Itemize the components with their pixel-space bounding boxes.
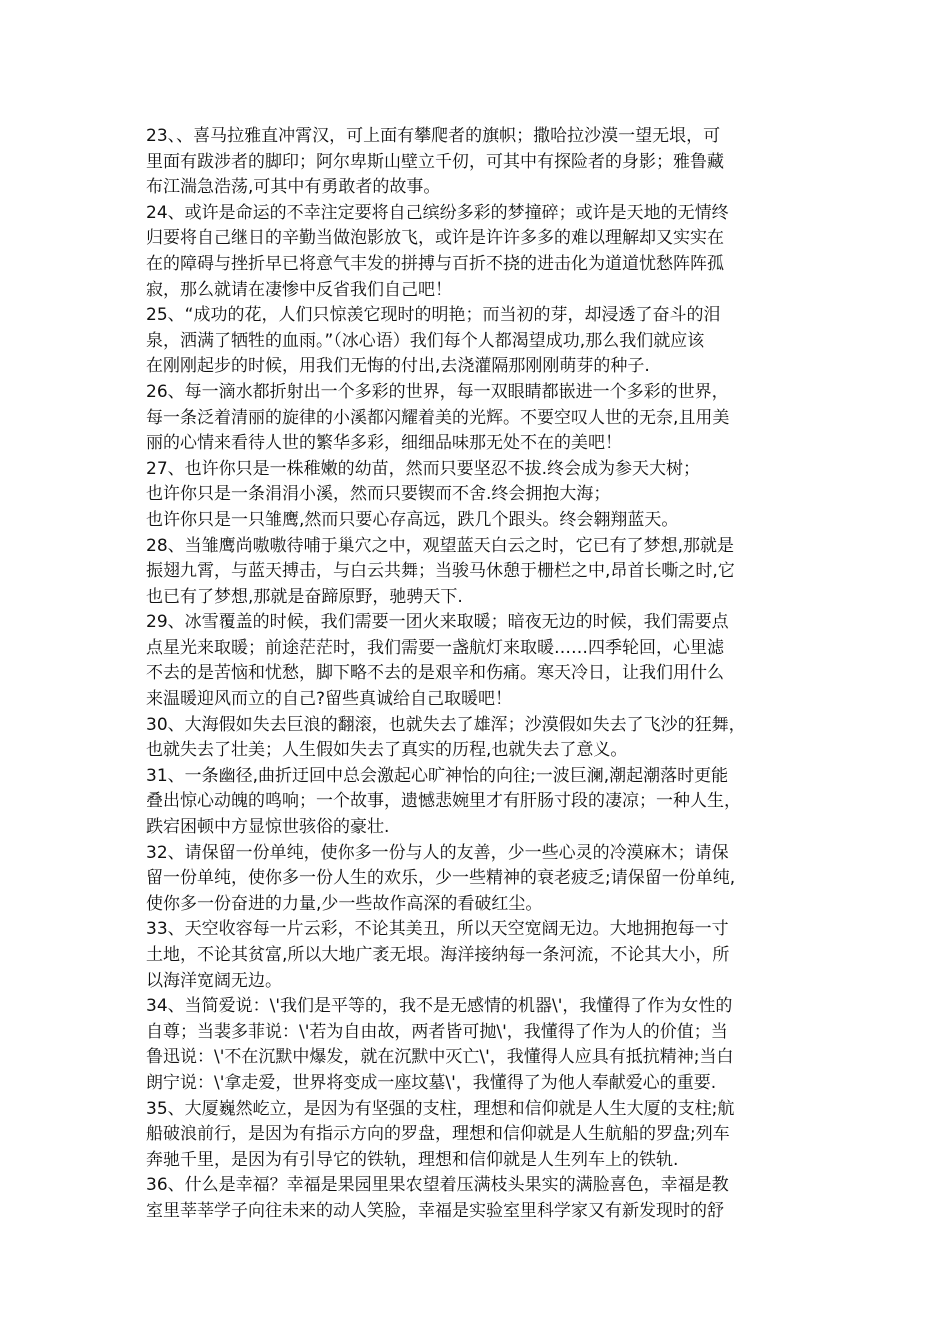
text-line: 点星光来取暖；前途茫茫时，我们需要一盏航灯来取暖……四季轮回，心里滤 (146, 637, 724, 658)
text-line: 24、或许是命运的不幸注定要将自己缤纷多彩的梦撞碎；或许是天地的无情终 (146, 202, 729, 223)
text-line: 叠出惊心动魄的鸣响；一个故事，遗憾悲婉里才有肝肠寸段的凄凉；一种人生， (146, 791, 741, 812)
text-line: 33、天空收容每一片云彩，不论其美丑，所以天空宽阔无边。大地拥抱每一寸 (146, 919, 729, 940)
text-line: 31、一条幽径,曲折迂回中总会激起心旷神怡的向往;一波巨澜,潮起潮落时更能 (146, 765, 729, 786)
text-line: 布江湍急浩荡,可其中有勇敢者的故事。 (146, 177, 441, 198)
text-line: 26、每一滴水都折射出一个多彩的世界，每一双眼睛都嵌进一个多彩的世界， (146, 381, 729, 402)
text-line: 28、当雏鹰尚嗷嗷待哺于巢穴之中，观望蓝天白云之时，它已有了梦想,那就是 (146, 535, 735, 556)
text-line: 船破浪前行，是因为有指示方向的罗盘，理想和信仰就是人生航船的罗盘;列车 (146, 1124, 730, 1145)
text-line: 29、冰雪覆盖的时候，我们需要一团火来取暖；暗夜无边的时候，我们需要点 (146, 612, 729, 633)
text-line: 奔驰千里，是因为有引导它的铁轨，理想和信仰就是人生列车上的铁轨. (146, 1149, 679, 1170)
text-line: 跌宕困顿中方显惊世骇俗的豪壮. (146, 817, 390, 838)
text-line: 朗宁说：\'拿走爱，世界将变成一座坟墓\'，我懂得了为他人奉献爱心的重要. (146, 1072, 717, 1093)
text-line: 自尊；当裴多菲说：\'若为自由故，两者皆可抛\'，我懂得了作为人的价值；当 (146, 1021, 728, 1042)
text-line: 每一条泛着清丽的旋律的小溪都闪耀着美的光辉。不要空叹人世的无奈,且用美 (146, 407, 730, 428)
text-line: 寂，那么就请在凄惨中反省我们自己吧！ (146, 279, 452, 300)
text-line: 泉，洒满了牺牲的血雨。”（冰心语）我们每个人都渴望成功,那么我们就应该 (146, 330, 705, 351)
text-line: 留一份单纯，使你多一份人生的欢乐，少一些精神的衰老疲乏;请保留一份单纯, (146, 868, 736, 889)
text-line: 34、当简爱说：\'我们是平等的，我不是无感情的机器\'，我懂得了作为女性的 (146, 996, 733, 1017)
text-line: 32、请保留一份单纯，使你多一份与人的友善，少一些心灵的冷漠麻木；请保 (146, 842, 729, 863)
text-line: 23、、喜马拉雅直冲霄汉，可上面有攀爬者的旗帜；撒哈拉沙漠一望无垠，可 (146, 126, 721, 146)
text-line: 也许你只是一只雏鹰,然而只要心存高远，跌几个跟头。终会翱翔蓝天。 (146, 509, 679, 530)
text-line: 在刚刚起步的时候，用我们无悔的付出,去浇灌隔那刚刚萌芽的种子. (146, 356, 650, 377)
text-line: 在的障碍与挫折早已将意气丰发的拼搏与百折不挠的进击化为道道忧愁阵阵孤 (146, 253, 724, 274)
text-line: 丽的心情来看待人世的繁华多彩，细细品味那无处不在的美吧！ (146, 433, 622, 454)
text-line: 35、大厦巍然屹立，是因为有坚强的支柱，理想和信仰就是人生大厦的支柱;航 (146, 1098, 735, 1119)
text-line: 不去的是苦恼和忧愁，脚下略不去的是艰辛和伤痛。寒天冷日，让我们用什么 (146, 663, 724, 684)
text-line: 27、也许你只是一株稚嫩的幼苗，然而只要坚忍不拔.终会成为参天大树； (146, 458, 701, 479)
document-body (146, 124, 810, 1225)
text-line: 30、大海假如失去巨浪的翻滚，也就失去了雄浑；沙漠假如失去了飞沙的狂舞， (146, 714, 746, 735)
text-line: 里面有跋涉者的脚印；阿尔卑斯山壁立千仞，可其中有探险者的身影；雅鲁藏 (146, 151, 724, 172)
text-line: 鲁迅说：\'不在沉默中爆发，就在沉默中灭亡\'，我懂得人应具有抵抗精神;当白 (146, 1047, 734, 1068)
text-line: 振翅九霄，与蓝天搏击，与白云共舞；当骏马休憩于栅栏之中,昂首长嘶之时,它 (146, 561, 735, 582)
text-line: 使你多一份奋进的力量,少一些故作高深的看破红尘。 (146, 893, 543, 914)
text-line: 36、什么是幸福？幸福是果园里果农望着压满枝头果实的满脸喜色，幸福是教 (146, 1175, 729, 1196)
text-line: 25、“成功的花，人们只惊羡它现时的明艳；而当初的芽，却浸透了奋斗的泪 (146, 305, 721, 326)
text-line: 也许你只是一条涓涓小溪，然而只要锲而不舍.终会拥抱大海； (146, 484, 611, 505)
text-line: 土地，不论其贫富,所以大地广袤无垠。海洋接纳每一条河流，不论其大小，所 (146, 945, 730, 965)
text-line: 也就失去了壮美；人生假如失去了真实的历程,也就失去了意义。 (146, 740, 628, 761)
text-line: 来温暖迎风而立的自己?留些真诚给自己取暖吧！ (146, 689, 513, 710)
text-line: 室里莘莘学子向往未来的动人笑脸，幸福是实验室里科学家又有新发现时的舒 (146, 1200, 724, 1221)
text-line: 以海洋宽阔无边。 (146, 970, 282, 991)
text-line: 也已有了梦想,那就是奋蹄原野，驰骋天下. (146, 586, 463, 607)
text-line: 归要将自己继日的辛勤当做泡影放飞，或许是许许多多的难以理解却又实实在 (146, 228, 724, 249)
